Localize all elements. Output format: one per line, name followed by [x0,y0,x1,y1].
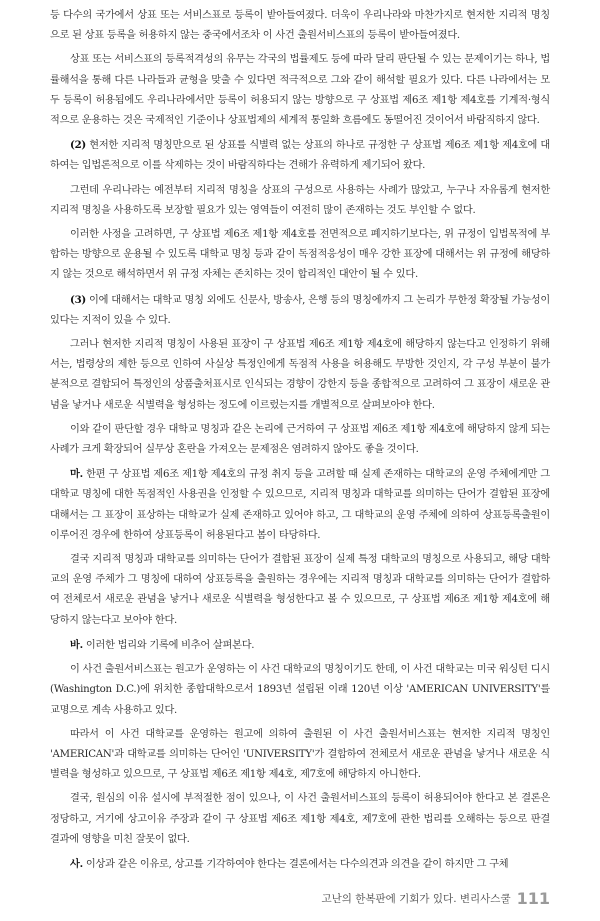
section-marker: (2) [70,139,86,152]
paragraph-text: 이 사건 출원서비스표는 원고가 운영하는 이 사건 대학교의 명칭이기도 한데, 이 사건 대학교는 미국 워싱턴 디시(Washington D.C.)에 위치한 종합대학으로서 1893년 설립된 이래 120년 이상 'AMERICAN UNIVERSITY'를 교명으로 계속 사용하고 있다. [50,664,550,716]
paragraph [50,50,550,131]
paragraph [50,725,550,786]
section-marker: 마. [70,468,83,481]
paragraph [50,550,550,631]
paragraph [50,181,550,221]
paragraph [50,225,550,286]
paragraph [50,420,550,460]
paragraph [50,335,550,416]
paragraph [50,464,550,546]
paragraph-text: 이에 대해서는 대학교 명칭 외에도 신문사, 방송사, 은행 등의 명칭에까지 그 논리가 무한정 확장될 가능성이 있다는 지적이 있을 수 있다. [50,294,550,326]
paragraph-text: 상표 또는 서비스표의 등록적격성의 유무는 각국의 법률제도 등에 따라 달리 판단될 수 있는 문제이기는 하나, 법률해석을 통해 다른 나라들과 균형을 맞출 수 있다면 적극적으로 그와 같이 해석할 필요가 있다. 다른 나라에서는 모두 등록이 허용됨에도 우리나라에서만 등록이 허용되지 않는 방향으로 구 상표법 제6조 제1항 제4호를 기계적·형식적으로 운용하는 것은 국제적인 기준이나 상표법제의 세계적 통일화 흐름에도 동떨어진 것이어서 바람직하지 않다. [50,54,550,127]
document-body [50,6,550,879]
paragraph-text: 그런데 우리나라는 예전부터 지리적 명칭을 상표의 구성으로 사용하는 사례가 많았고, 누구나 자유롭게 현저한 지리적 명칭을 사용하도록 보장할 필요가 있는 영역들이 여전히 많이 존재하는 것도 부인할 수 없다. [50,184,550,216]
paragraph [50,854,550,875]
paragraph-text: 이와 같이 판단할 경우 대학교 명칭과 같은 논리에 근거하여 구 상표법 제6조 제1항 제4호에 해당하지 않게 되는 사례가 크게 확장되어 실무상 혼란을 가져오는 문제점은 염려하지 않아도 좋을 것이다. [50,423,550,456]
page-footer [0,886,550,910]
paragraph [50,6,550,46]
paragraph-text: 결국, 원심의 이유 설시에 부적절한 점이 있으나, 이 사건 출원서비스표의 등록이 허용되어야 한다고 본 결론은 정당하고, 거기에 상고이유 주장과 같이 구 상표법 제6조 제1항 제4호, 제7호에 관한 법리를 오해하는 등으로 판결 결과에 영향을 미친 잘못이 없다. [50,793,550,845]
paragraph-text: 이러한 사정을 고려하면, 구 상표법 제6조 제1항 제4호를 전면적으로 폐지하기보다는, 위 규정이 입법목적에 부합하는 방향으로 운용될 수 있도록 대학교 명칭 등과 같이 독점적응성이 매우 강한 표장에 대해서는 위 규정에 해당하지 않는 것으로 해석하면서 위 규정 자체는 존치하는 것이 합리적인 대안이 될 수 있다. [50,229,550,281]
paragraph [50,290,550,331]
paragraph-text: 이러한 법리와 기록에 비추어 살펴본다. [85,639,255,651]
paragraph [50,660,550,721]
paragraph [50,135,550,176]
paragraph [50,635,550,656]
paragraph-text: 현저한 지리적 명칭만으로 된 상표를 식별력 없는 상표의 하나로 규정한 구 상표법 제6조 제1항 제4호에 대하여는 입법론적으로 이를 삭제하는 것이 바람직하다는 견해가 유력하게 제기되어 왔다. [50,140,550,172]
paragraph-text: 등 다수의 국가에서 상표 또는 서비스표로 등록이 받아들여졌다. 더욱이 우리나라와 마찬가지로 현저한 지리적 명칭으로 된 상표 등록을 허용하지 않는 중국에서조차 이 사건 출원서비스표의 등록이 받아들여졌다. [50,10,550,42]
section-marker: (3) [70,293,86,306]
paragraph-text: 그러나 현저한 지리적 명칭이 사용된 표장이 구 상표법 제6조 제1항 제4호에 해당하지 않는다고 인정하기 위해서는, 법령상의 제한 등으로 인하여 사실상 특정인에게 독점적 사용을 허용해도 무방한 것인지, 각 구성 부분이 불가분적으로 결합되어 특정인의 상품출처표시로 인식되는 경향이 강한지 등을 종합적으로 고려하여 그 표장이 새로운 관념을 낳거나 새로운 식별력을 형성하는 정도에 이르렀는지를 개별적으로 살펴보아야 한다. [50,339,550,411]
paragraph-text: 따라서 이 사건 대학교를 운영하는 원고에 의하여 출원된 이 사건 출원서비스표는 현저한 지리적 명칭인 'AMERICAN'과 대학교를 의미하는 단어인 'UNIVERSITY'가 결합하여 전체로서 새로운 관념을 낳거나 새로운 식별력을 형성하고 있으므로, 구 상표법 제6조 제1항 제4호, 제7호에 해당하지 아니한다. [50,728,550,781]
paragraph [50,789,550,850]
section-marker: 바. [70,638,83,651]
paragraph-text: 이상과 같은 이유로, 상고를 기각하여야 한다는 결론에서는 다수의견과 의견을 같이 하지만 그 구체 [85,858,509,870]
footer-tagline: 고난의 한복판에 기회가 있다. 변리사스쿨 [321,892,511,905]
section-marker: 사. [70,857,83,870]
page-number: 111 [516,888,550,908]
paragraph-text: 결국 지리적 명칭과 대학교를 의미하는 단어가 결합된 표장이 실제 특정 대학교의 명칭으로 사용되고, 해당 대학교의 운영 주체가 그 명칭에 대하여 상표등록을 출원하는 경우에는 지리적 명칭과 대학교를 의미하는 단어가 결합하여 전체로서 새로운 관념을 낳거나 새로운 식별력을 형성한다고 볼 수 있으므로, 구 상표법 제6조 제1항 제4호에 해당하지 않는다고 보아야 한다. [50,554,550,626]
paragraph-text: 한편 구 상표법 제6조 제1항 제4호의 규정 취지 등을 고려할 때 실제 존재하는 대학교의 운영 주체에게만 그 대학교 명칭에 대한 독점적인 사용권을 인정할 수 있으므로, 지리적 명칭과 대학교를 의미하는 단어가 결합된 표장에 대해서는 그 표장이 표상하는 대학교가 실제 존재하고 있어야 하고, 그 대학교의 운영 주체에 의하여 상표등록출원이 이루어진 경우에 한하여 상표등록이 허용된다고 봄이 타당하다. [50,469,550,541]
